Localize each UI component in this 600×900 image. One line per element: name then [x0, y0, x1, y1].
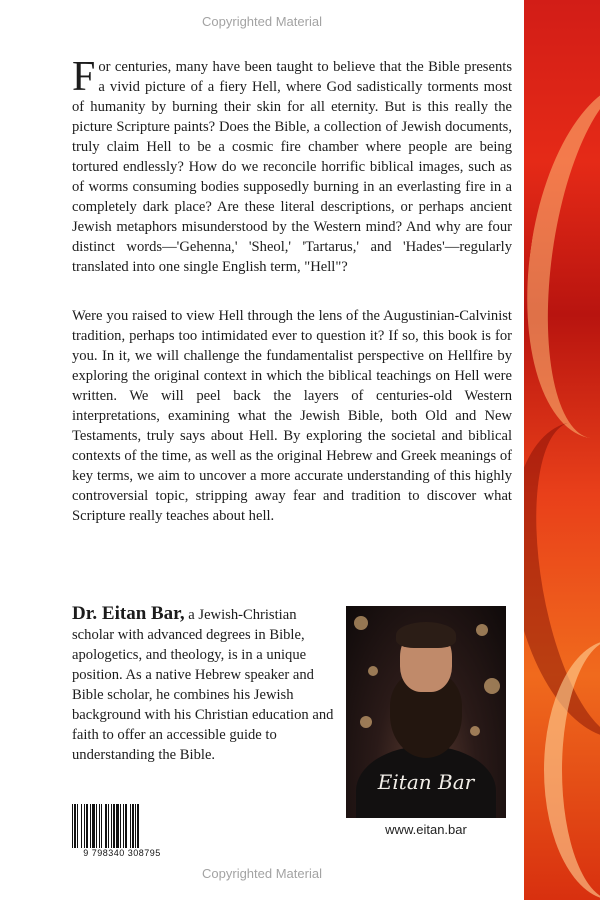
description-paragraph-2: Were you raised to view Hell through the lens of the Augustinian-Calvinist tradition, perhaps too intimidated ever to question it? If so, this book is for you. In it, we will challenge the fundamentalist perspective on Hellfire by exploring the original context in which the biblical teachings on Hell were written. We will peel back the layers of centuries-old Western interpretations, examining what the Jewish Bible, both Old and New Testaments, truly says about Hell. By exploring the societal and biblical contexts of the time, as well as the original Hebrew and Greek meanings of key terms, we aim to uncover a more accurate understanding of this highly controversial topic, stripping away fear and tradition to discover what Scripture really teaches about hell. — [72, 308, 512, 524]
author-website: www.eitan.bar — [385, 822, 467, 837]
copyright-watermark-bottom: Copyrighted Material — [202, 866, 322, 881]
author-signature: Eitan Bar — [377, 770, 475, 794]
author-bio-text: a Jewish-Christian scholar with advanced degrees in Bible, apologetics, and theology, is in a unique position. As a native Hebrew speaker and Bible scholar, he combines his Jewish background with his Christian education and faith to offer an accessible guide to understanding the Bible. — [72, 607, 334, 763]
author-photo — [346, 606, 506, 818]
copyright-watermark-top: Copyrighted Material — [202, 14, 322, 29]
drop-cap: F — [72, 54, 96, 100]
author-bio — [72, 604, 334, 765]
flame-artwork-strip — [524, 0, 600, 900]
isbn-number: 9 798340 308795 — [70, 848, 174, 858]
description-paragraph-1 — [72, 54, 512, 277]
description-paragraph-1-text: or centuries, many have been taught to believe that the Bible presents a vivid picture of a fiery Hell, where God sadistically torments most of humanity by burning their skin for all eternity. But is this really the picture Scripture paints? Does the Bible, a collection of Jewish documents, truly claim Hell to be a cosmic fire chamber where people are being tortured endlessly? How do we reconcile horrific biblical images, such as of worms consuming bodies supposedly burning in an everlasting fire in a completely dark place? Are these literal descriptions, or perhaps ancient Jewish metaphors misunderstood by the Western mind? And why are four distinct words—'Gehenna,' 'Sheol,' 'Tartarus,' and 'Hades'—regularly translated into one single English term, "Hell"? — [72, 59, 512, 275]
author-name: Dr. Eitan Bar, — [72, 603, 185, 624]
